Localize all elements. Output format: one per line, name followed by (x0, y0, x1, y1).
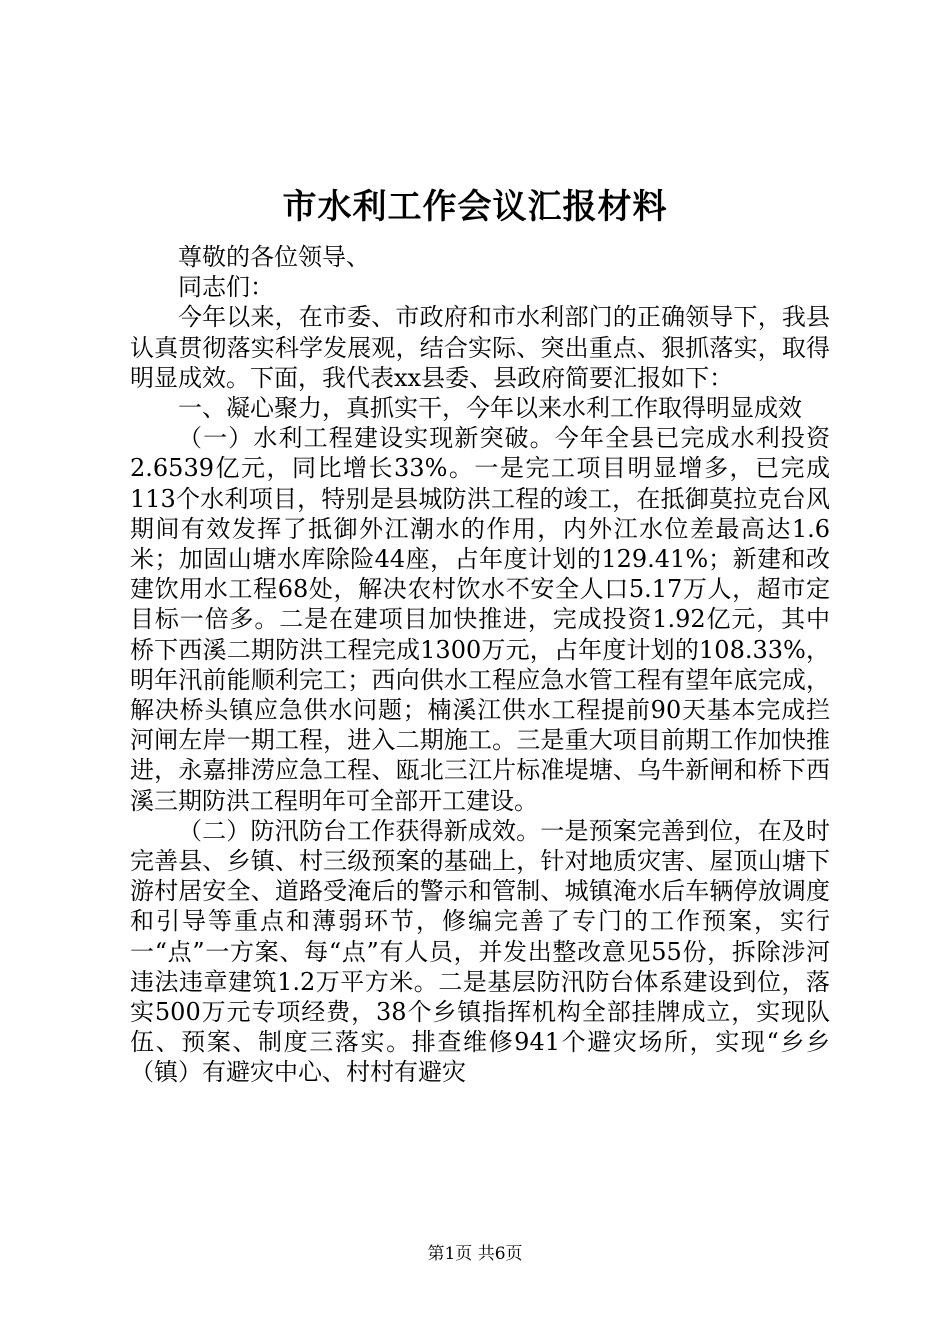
intro-paragraph: 今年以来，在市委、市政府和市水利部门的正确领导下，我县认真贯彻落实科学发展观，结合实际、突出重点、狠抓落实，取得明显成效。下面，我代表xx县委、县政府简要汇报如下： (130, 303, 830, 392)
body-paragraph: （一）水利工程建设实现新突破。今年全县已完成水利投资2.6539亿元，同比增长33%。一是完工项目明显增多，已完成113个水利项目，特别是县城防洪工程的竣工，在抵御莫拉克台风期间有效发挥了抵御外江潮水的作用，内外江水位差最高达1.6米；加固山塘水库除险44座，占年度计划的129.41%；新建和改建饮用水工程68处，解决农村饮水不安全人口5.17万人，超市定目标一倍多。二是在建项目加快推进，完成投资1.92亿元，其中桥下西溪二期防洪工程完成1300万元，占年度计划的108.33%，明年汛前能顺利完工；西向供水工程应急水管工程有望年底完成，解决桥头镇应急供水问题；楠溪江供水工程提前90天基本完成拦河闸左岸一期工程，进入二期施工。三是重大项目前期工作加快推进，永嘉排涝应急工程、瓯北三江片标准堤塘、乌牛新闸和桥下西溪三期防洪工程明年可全部开工建设。 (130, 424, 830, 815)
section-heading: 一、凝心聚力，真抓实干，今年以来水利工作取得明显成效 (178, 394, 802, 423)
salutation-line-2: 同志们： (178, 273, 274, 302)
document-title: 市水利工作会议汇报材料 (282, 187, 668, 227)
document-body (130, 242, 830, 1088)
body-paragraph: （二）防汛防台工作获得新成效。一是预案完善到位，在及时完善县、乡镇、村三级预案的基础上，针对地质灾害、屋顶山塘下游村居安全、道路受淹后的警示和管制、城镇淹水后车辆停放调度和引导等重点和薄弱环节，修编完善了专门的工作预案，实行一“点”一方案、每“点”有人员，并发出整改意见55份，拆除涉河违法违章建筑1.2万平方米。二是基层防汛防台体系建设到位，落实500万元专项经费，38个乡镇指挥机构全部挂牌成立，实现队伍、预案、制度三落实。排查维修941个避灾场所，实现“乡乡（镇）有避灾中心、村村有避灾 (130, 816, 830, 1087)
salutation-line-1: 尊敬的各位领导、 (178, 243, 370, 271)
page-footer: 第1页 共6页 (427, 1244, 523, 1264)
